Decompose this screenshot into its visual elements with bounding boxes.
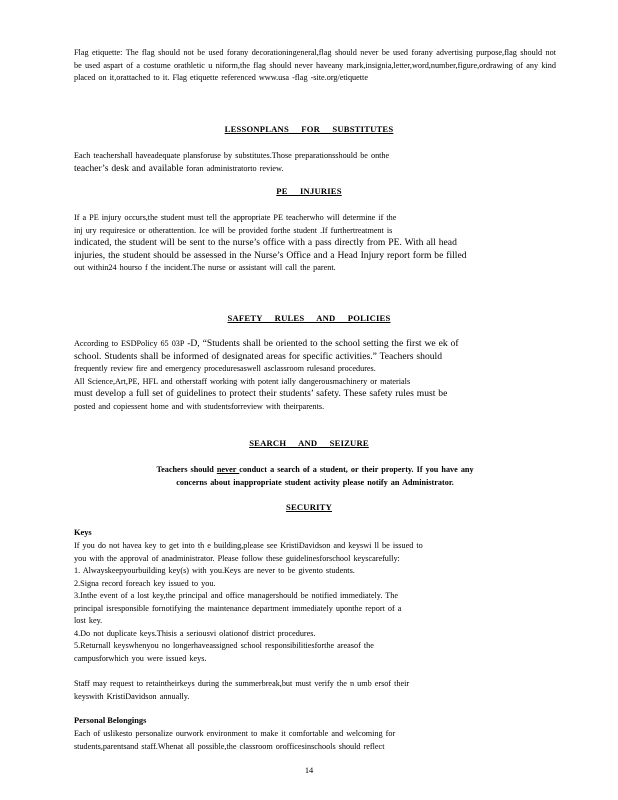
safety-line-2: school. Students shall be informed of designated areas for specific activities.” Teachers should: [74, 350, 443, 362]
keys-subheading: Keys: [74, 528, 92, 537]
lesson-plans-line-1: Each teachershall haveadequate plansforuse by substitutes.Those preparationsshould be onthe: [74, 151, 390, 160]
staff-keys-line-2: keyswith KristiDavidson annually.: [74, 691, 190, 701]
lesson-plans-heading: LESSONPLANS FOR SUBSTITUTES: [224, 124, 394, 134]
safety-line-6: posted and copiessent home and with studentsforreview with theirparents.: [74, 401, 325, 411]
safety-heading: SAFETY RULES AND POLICIES: [227, 313, 391, 323]
search-line-2: concerns about inappropriate student activity please notify an Administrator.: [176, 477, 454, 487]
keys-line-7: lost key.: [74, 616, 103, 625]
flag-etiquette-text: Flag etiquette: The flag should not be used forany decorationingeneral,flag should never be used forany advertising purpose,flag should not be used aspart of a costume orathletic u niform,the flag should never haveany mark,insignia,letter,word,number,figure,ordrawing of any kind placed on it,orattached to it. Flag etiquette referenced www.usa -flag -site.org/etiquette: [74, 48, 556, 82]
pe-injuries-line-2: inj ury requiresice or otherattention. Ice will be provided forthe student .If furthertreatment is: [74, 225, 393, 235]
personal-line-2: students,parentsand staff.Whenat all possible,the classroom orofficesinschools should reflect: [74, 741, 385, 751]
keys-line-8: 4.Do not duplicate keys.Thisis a seriousvi olationof district procedures.: [74, 628, 316, 638]
safety-paragraph: [74, 338, 556, 413]
staff-keys-paragraph: [74, 678, 556, 703]
keys-line-2: you with the approval of anadministrator. Please follow these guidelinesforschool keyscarefully:: [74, 553, 400, 563]
page-number: 14: [304, 766, 314, 775]
keys-paragraph: [74, 540, 556, 665]
keys-line-5: 3.Inthe event of a lost key,the principal and office managershould be notified immediately. The: [74, 591, 399, 600]
keys-line-3: 1. Alwayskeepyourbuilding key(s) with you.Keys are never to be givento students.: [74, 566, 355, 575]
keys-line-10: campusforwhich you were issued keys.: [74, 653, 207, 663]
search-never-emphasis: never: [216, 465, 240, 474]
keys-line-1: If you do not havea key to get into th e building,please see KristiDavidson and keyswi ll be issued to: [74, 541, 423, 550]
flag-etiquette-paragraph: [74, 47, 556, 85]
safety-line-4: All Science,Art,PE, HFL and otherstaff working with potent ially dangerousmachinery or materials: [74, 376, 411, 386]
lesson-plans-paragraph: [74, 150, 556, 175]
lesson-plans-line-2a: teacher’s desk and available: [74, 162, 184, 174]
security-heading: SECURITY: [285, 502, 332, 512]
pe-injuries-heading: PE INJURIES: [276, 186, 342, 196]
safety-line-5: must develop a full set of guidelines to protect their students’ safety. These safety rules must be: [74, 388, 448, 399]
lesson-plans-line-2b: foran administratorto review.: [183, 163, 284, 173]
safety-line-1a: According to ESDPolicy 65 03P: [74, 339, 188, 348]
personal-line-1: Each of uslikesto personalize ourwork environment to make it comfortable and welcoming for: [74, 729, 396, 738]
safety-line-3: frequently review fire and emergency proceduresaswell asclassroom rulesand procedures.: [74, 364, 376, 373]
search-line-1b: conduct a search of a student, or their property. If you have any: [239, 465, 474, 474]
search-line-1a: Teachers should: [156, 465, 217, 474]
personal-belongings-subheading: Personal Belongings: [74, 716, 147, 725]
pe-injuries-line-3: indicated, the student will be sent to the nurse’s office with a pass directly from PE. With all head: [74, 237, 457, 248]
keys-line-6: principal isresponsible fornotifying the maintenance department immediately uponthe report of a: [74, 603, 402, 613]
personal-belongings-paragraph: [74, 728, 556, 753]
pe-injuries-paragraph: [74, 212, 556, 275]
safety-line-1b: -D, “Students shall be oriented to the school setting the first we ek of: [187, 338, 459, 349]
search-seizure-paragraph: [74, 464, 556, 489]
staff-keys-line-1: Staff may request to retaintheirkeys during the summerbreak,but must verify the n umb ersof their: [74, 679, 410, 688]
pe-injuries-line-5: out within24 hourso f the incident.The nurse or assistant will call the parent.: [74, 263, 336, 272]
keys-line-4: 2.Signa record foreach key issued to you.: [74, 578, 216, 588]
search-seizure-heading: SEARCH AND SEIZURE: [249, 438, 369, 448]
pe-injuries-line-4: injuries, the student should be assessed in the Nurse’s Office and a Head Injury report form be filled: [74, 249, 467, 261]
keys-line-9: 5.Returnall keyswhenyou no longerhaveassigned school responsibilitiesforthe areasof the: [74, 641, 374, 650]
pe-injuries-line-1: If a PE injury occurs,the student must tell the appropriate PE teacherwho will determine if the: [74, 213, 397, 222]
